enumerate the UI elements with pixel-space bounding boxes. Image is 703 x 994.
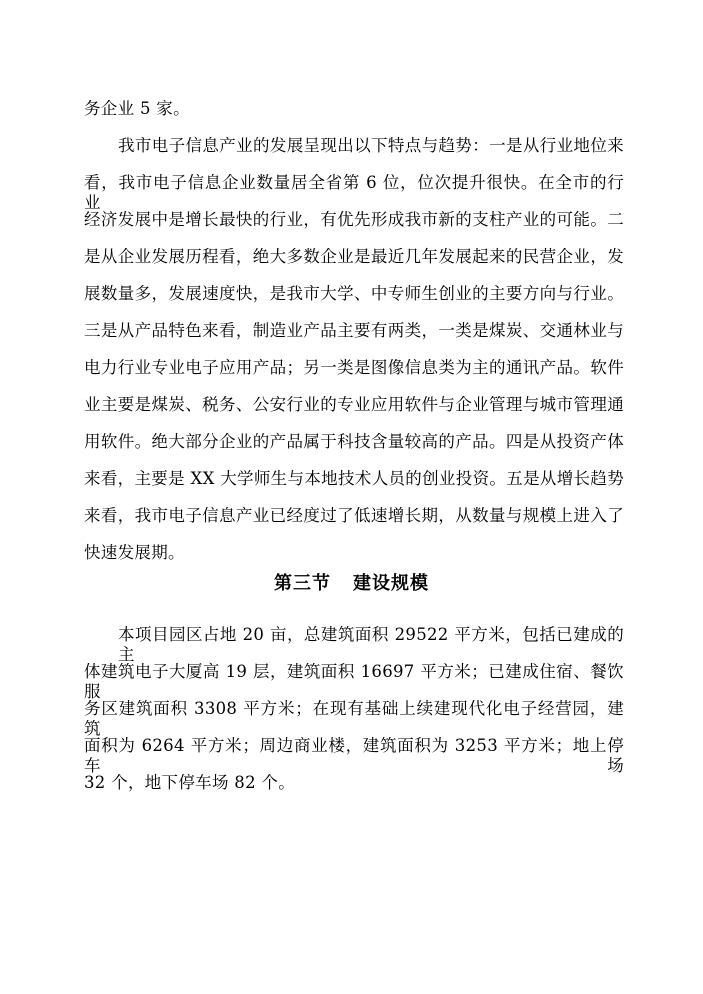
paragraph-3-line-3: 务区建筑面积 3308 平方米；在现有基础上续建现代化电子经营园，建筑 [84,699,624,738]
paragraph-2-line-11: 来看，我市电子信息产业已经度过了低速增长期，从数量与规模上进入了 [84,506,624,525]
paragraph-2-line-7: 电力行业专业电子应用产品；另一类是图像信息类为主的通讯产品。软件 [84,358,624,377]
paragraph-2-line-8: 业主要是煤炭、税务、公安行业的专业应用软件与企业管理与城市管理通 [84,395,624,414]
section-heading [0,572,703,596]
paragraph-2-line-2: 看，我市电子信息企业数量居全省第 6 位，位次提升很快。在全市的行业 [84,173,624,212]
paragraph-2-line-3: 经济发展中是增长最快的行业，有优先形成我市新的支柱产业的可能。二 [84,210,624,229]
paragraph-1-line-1: 务企业 5 家。 [84,99,190,118]
section-number: 第三节 [274,573,331,594]
paragraph-2-line-1: 我市电子信息产业的发展呈现出以下特点与趋势：一是从行业地位来 [118,136,624,155]
paragraph-2-line-10: 来看，主要是 XX 大学师生与本地技术人员的创业投资。五是从增长趋势 [84,469,624,488]
paragraph-2-line-9: 用软件。绝大部分企业的产品属于科技含量较高的产品。四是从投资产体 [84,432,624,451]
section-title: 建设规模 [353,573,429,594]
paragraph-2-line-4: 是从企业发展历程看，绝大多数企业是最近几年发展起来的民营企业，发 [84,247,624,266]
paragraph-2-line-12: 快速发展期。 [84,543,185,562]
paragraph-3-line-1: 本项目园区占地 20 亩，总建筑面积 29522 平方米，包括已建成的主 [118,625,624,664]
paragraph-2-line-6: 三是从产品特色来看，制造业产品主要有两类，一类是煤炭、交通林业与 [84,321,624,340]
paragraph-2-line-5: 展数量多，发展速度快，是我市大学、中专师生创业的主要方向与行业。 [84,284,624,303]
paragraph-3-line-4: 面积为 6264 平方米；周边商业楼，建筑面积为 3253 平方米；地上停车场 [84,736,624,775]
paragraph-3-line-5: 32 个，地下停车场 82 个。 [84,773,296,792]
paragraph-3-line-2: 体建筑电子大厦高 19 层，建筑面积 16697 平方米；已建成住宿、餐饮服 [84,662,624,701]
